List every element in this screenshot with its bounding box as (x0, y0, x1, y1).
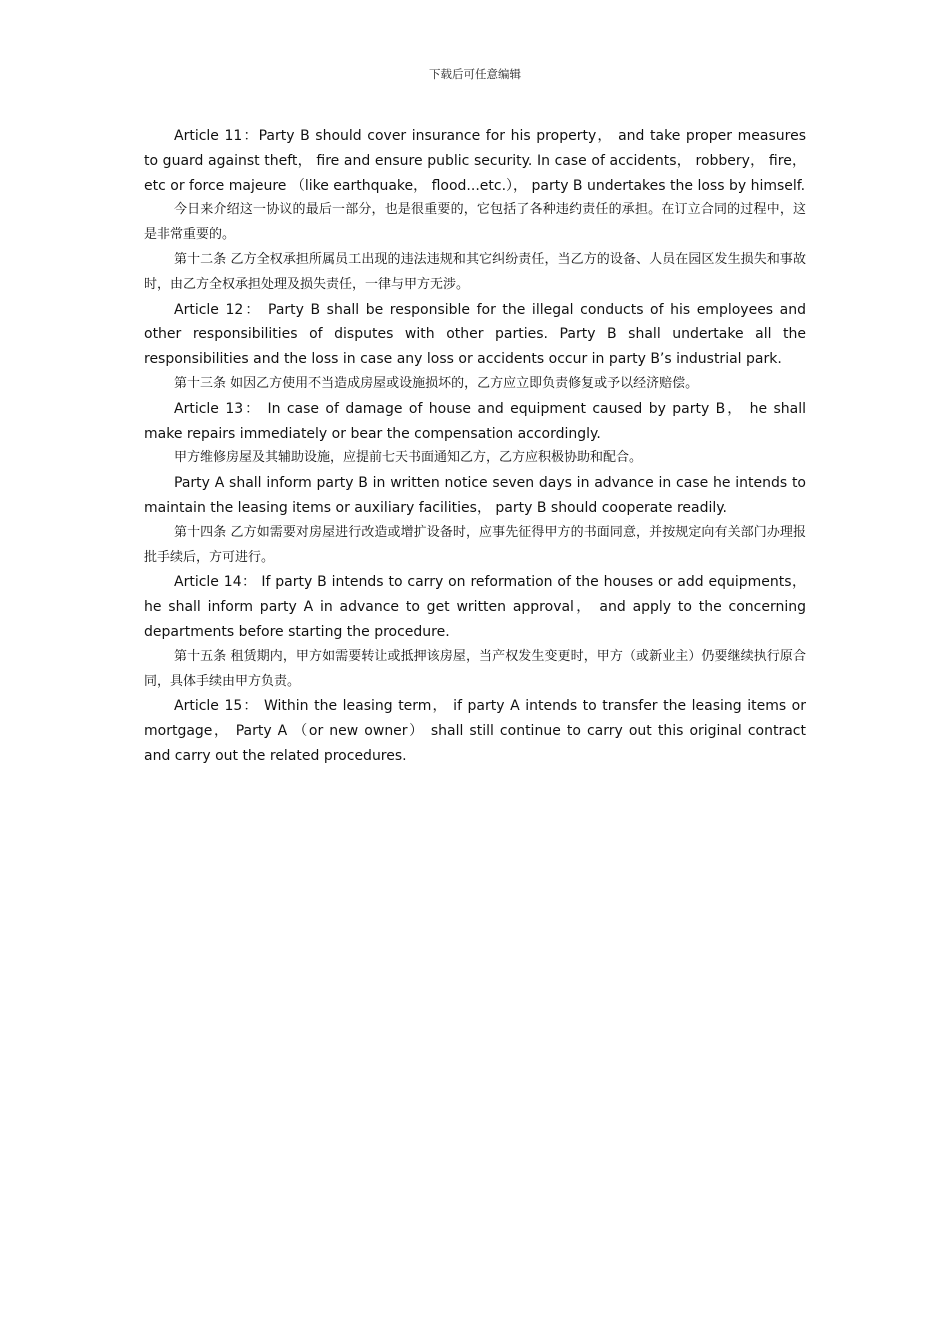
page-header: 下载后可任意编辑 (429, 67, 521, 81)
maintenance-notice-zh: 甲方维修房屋及其辅助设施，应提前七天书面通知乙方，乙方应积极协助和配合。 (174, 450, 643, 466)
article-14-zh: 第十四条 乙方如需要对房屋进行改造或增扩设备时，应事先征得甲方的书面同意，并按规定向有关部门办理报批手续后，方可进行。 (144, 524, 806, 565)
article-14-en: Article 14： If party B intends to carry on reformation of the houses or add equipments， he shall inform party A in advance to get written approval， and apply to the concerning departments before starting the procedure. (144, 574, 806, 640)
article-12-en: Article 12： Party B shall be responsible for the illegal conducts of his employees and other responsibilities of disputes with other parties. Party B shall undertake all the responsibilities and the loss in case any loss or accidents occur in party B’s industrial park. (144, 301, 806, 368)
intro-zh: 今日来介绍这一协议的最后一部分，也是很重要的，它包括了各种违约责任的承担。在订立合同的过程中，这是非常重要的。 (144, 202, 806, 243)
maintenance-notice-en: Party A shall inform party B in written notice seven days in advance in case he intends to maintain the leasing items or auxiliary facilities， party B should cooperate readily. (144, 475, 806, 516)
article-15-zh: 第十五条 租赁期内，甲方如需要转让或抵押该房屋，当产权发生变更时，甲方（或新业主）仍要继续执行原合同，具体手续由甲方负责。 (144, 648, 806, 689)
article-13-en: Article 13： In case of damage of house and equipment caused by party B， he shall make repairs immediately or bear the compensation accordingly. (144, 400, 806, 442)
article-13-zh: 第十三条 如因乙方使用不当造成房屋或设施损坏的，乙方应立即负责修复或予以经济赔偿。 (174, 375, 699, 391)
article-12-zh: 第十二条 乙方全权承担所属员工出现的违法违规和其它纠纷责任，当乙方的设备、人员在园区发生损失和事故时，由乙方全权承担处理及损失责任，一律与甲方无涉。 (144, 251, 806, 292)
article-11-en: Article 11：Party B should cover insurance for his property， and take proper measures to guard against theft， fire and ensure public security. In case of accidents， robbery， fire， etc or force majeure （like earthquake， flood...etc.）， party B undertakes the loss by himself. (144, 128, 806, 194)
document-body (144, 124, 806, 769)
article-15-en: Article 15： Within the leasing term， if party A intends to transfer the leasing items or mortgage， Party A （or new owner） shall still continue to carry out this original contract and carry out the related procedures. (144, 698, 806, 764)
